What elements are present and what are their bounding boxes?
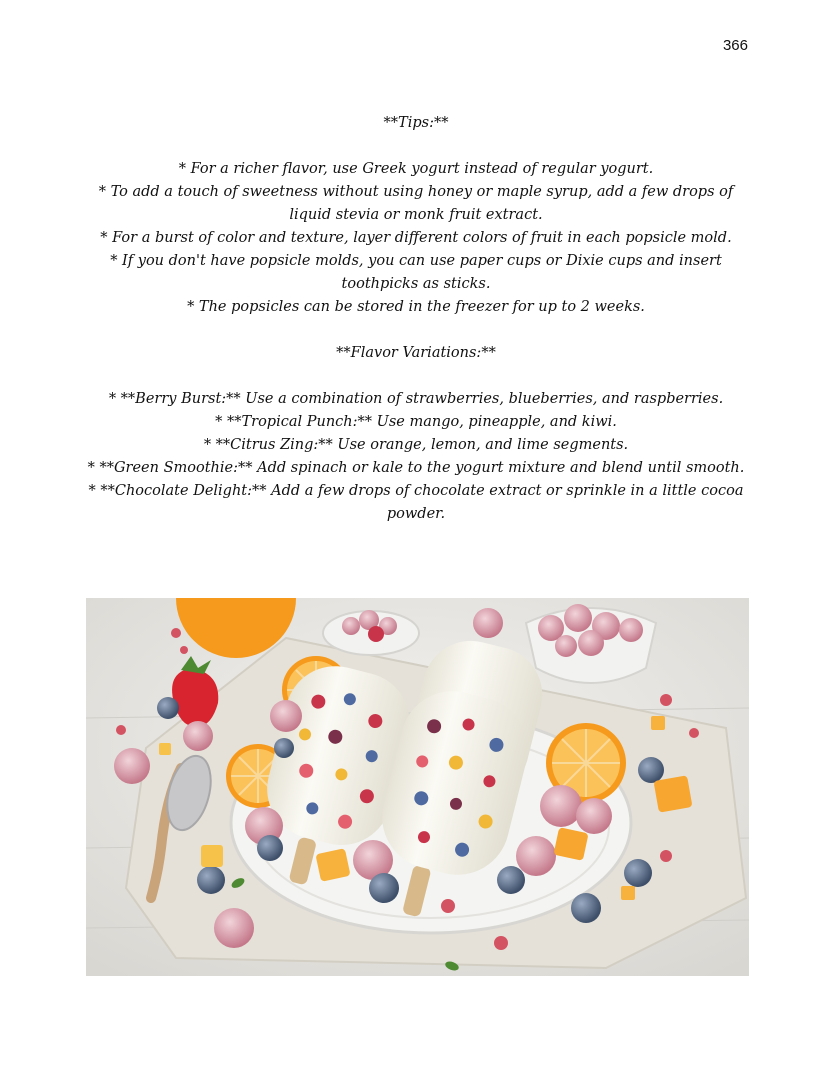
raspberry-icon: [183, 721, 213, 751]
blueberry-icon: [157, 697, 179, 719]
raspberry-icon: [540, 785, 582, 827]
raspberry-icon: [473, 608, 503, 638]
tip-item: * If you don't have popsicle molds, you can use paper cups or Dixie cups and insert toothpicks as sticks.: [110, 253, 722, 292]
blueberry-icon: [571, 893, 601, 923]
tip-item: * To add a touch of sweetness without using honey or maple syrup, add a few drops of liquid stevia or monk fruit extract.: [98, 184, 734, 223]
variation-item: * **Tropical Punch:** Use mango, pineapple, and kiwi.: [215, 414, 617, 430]
mango-cube-icon: [621, 886, 635, 900]
raspberry-icon: [114, 748, 150, 784]
blueberry-icon: [624, 859, 652, 887]
berry-bowl: [323, 610, 419, 655]
berry-bowl: [526, 604, 656, 683]
popsicle-photo: [86, 598, 749, 976]
mango-cube-icon: [653, 775, 692, 812]
page-number: 366: [722, 37, 748, 54]
tip-item: * For a burst of color and texture, layer different colors of fruit in each popsicle mold.: [100, 230, 732, 246]
variations-heading: **Flavor Variations:**: [336, 345, 496, 361]
raspberry-icon: [516, 836, 556, 876]
tips-heading: **Tips:**: [383, 115, 449, 131]
blueberry-icon: [497, 866, 525, 894]
blueberry-icon: [369, 873, 399, 903]
tip-item: * The popsicles can be stored in the freezer for up to 2 weeks.: [187, 299, 645, 315]
variation-item: * **Citrus Zing:** Use orange, lemon, and lime segments.: [203, 437, 629, 453]
mango-cube-icon: [159, 743, 171, 755]
raspberry-icon: [214, 908, 254, 948]
tip-item: * For a richer flavor, use Greek yogurt instead of regular yogurt.: [178, 161, 654, 177]
blueberry-icon: [274, 738, 294, 758]
variation-item: * **Berry Burst:** Use a combination of strawberries, blueberries, and raspberries.: [108, 391, 724, 407]
variation-item: * **Chocolate Delight:** Add a few drops of chocolate extract or sprinkle in a little cocoa powder.: [88, 483, 744, 522]
raspberry-icon: [270, 700, 302, 732]
variation-item: * **Green Smoothie:** Add spinach or kale to the yogurt mixture and blend until smooth.: [87, 460, 745, 476]
blueberry-icon: [638, 757, 664, 783]
blueberry-icon: [257, 835, 283, 861]
blueberry-icon: [197, 866, 225, 894]
mango-cube-icon: [201, 845, 223, 867]
raspberry-icon: [576, 798, 612, 834]
recipe-notes: [80, 112, 752, 526]
mango-cube-icon: [651, 716, 665, 730]
